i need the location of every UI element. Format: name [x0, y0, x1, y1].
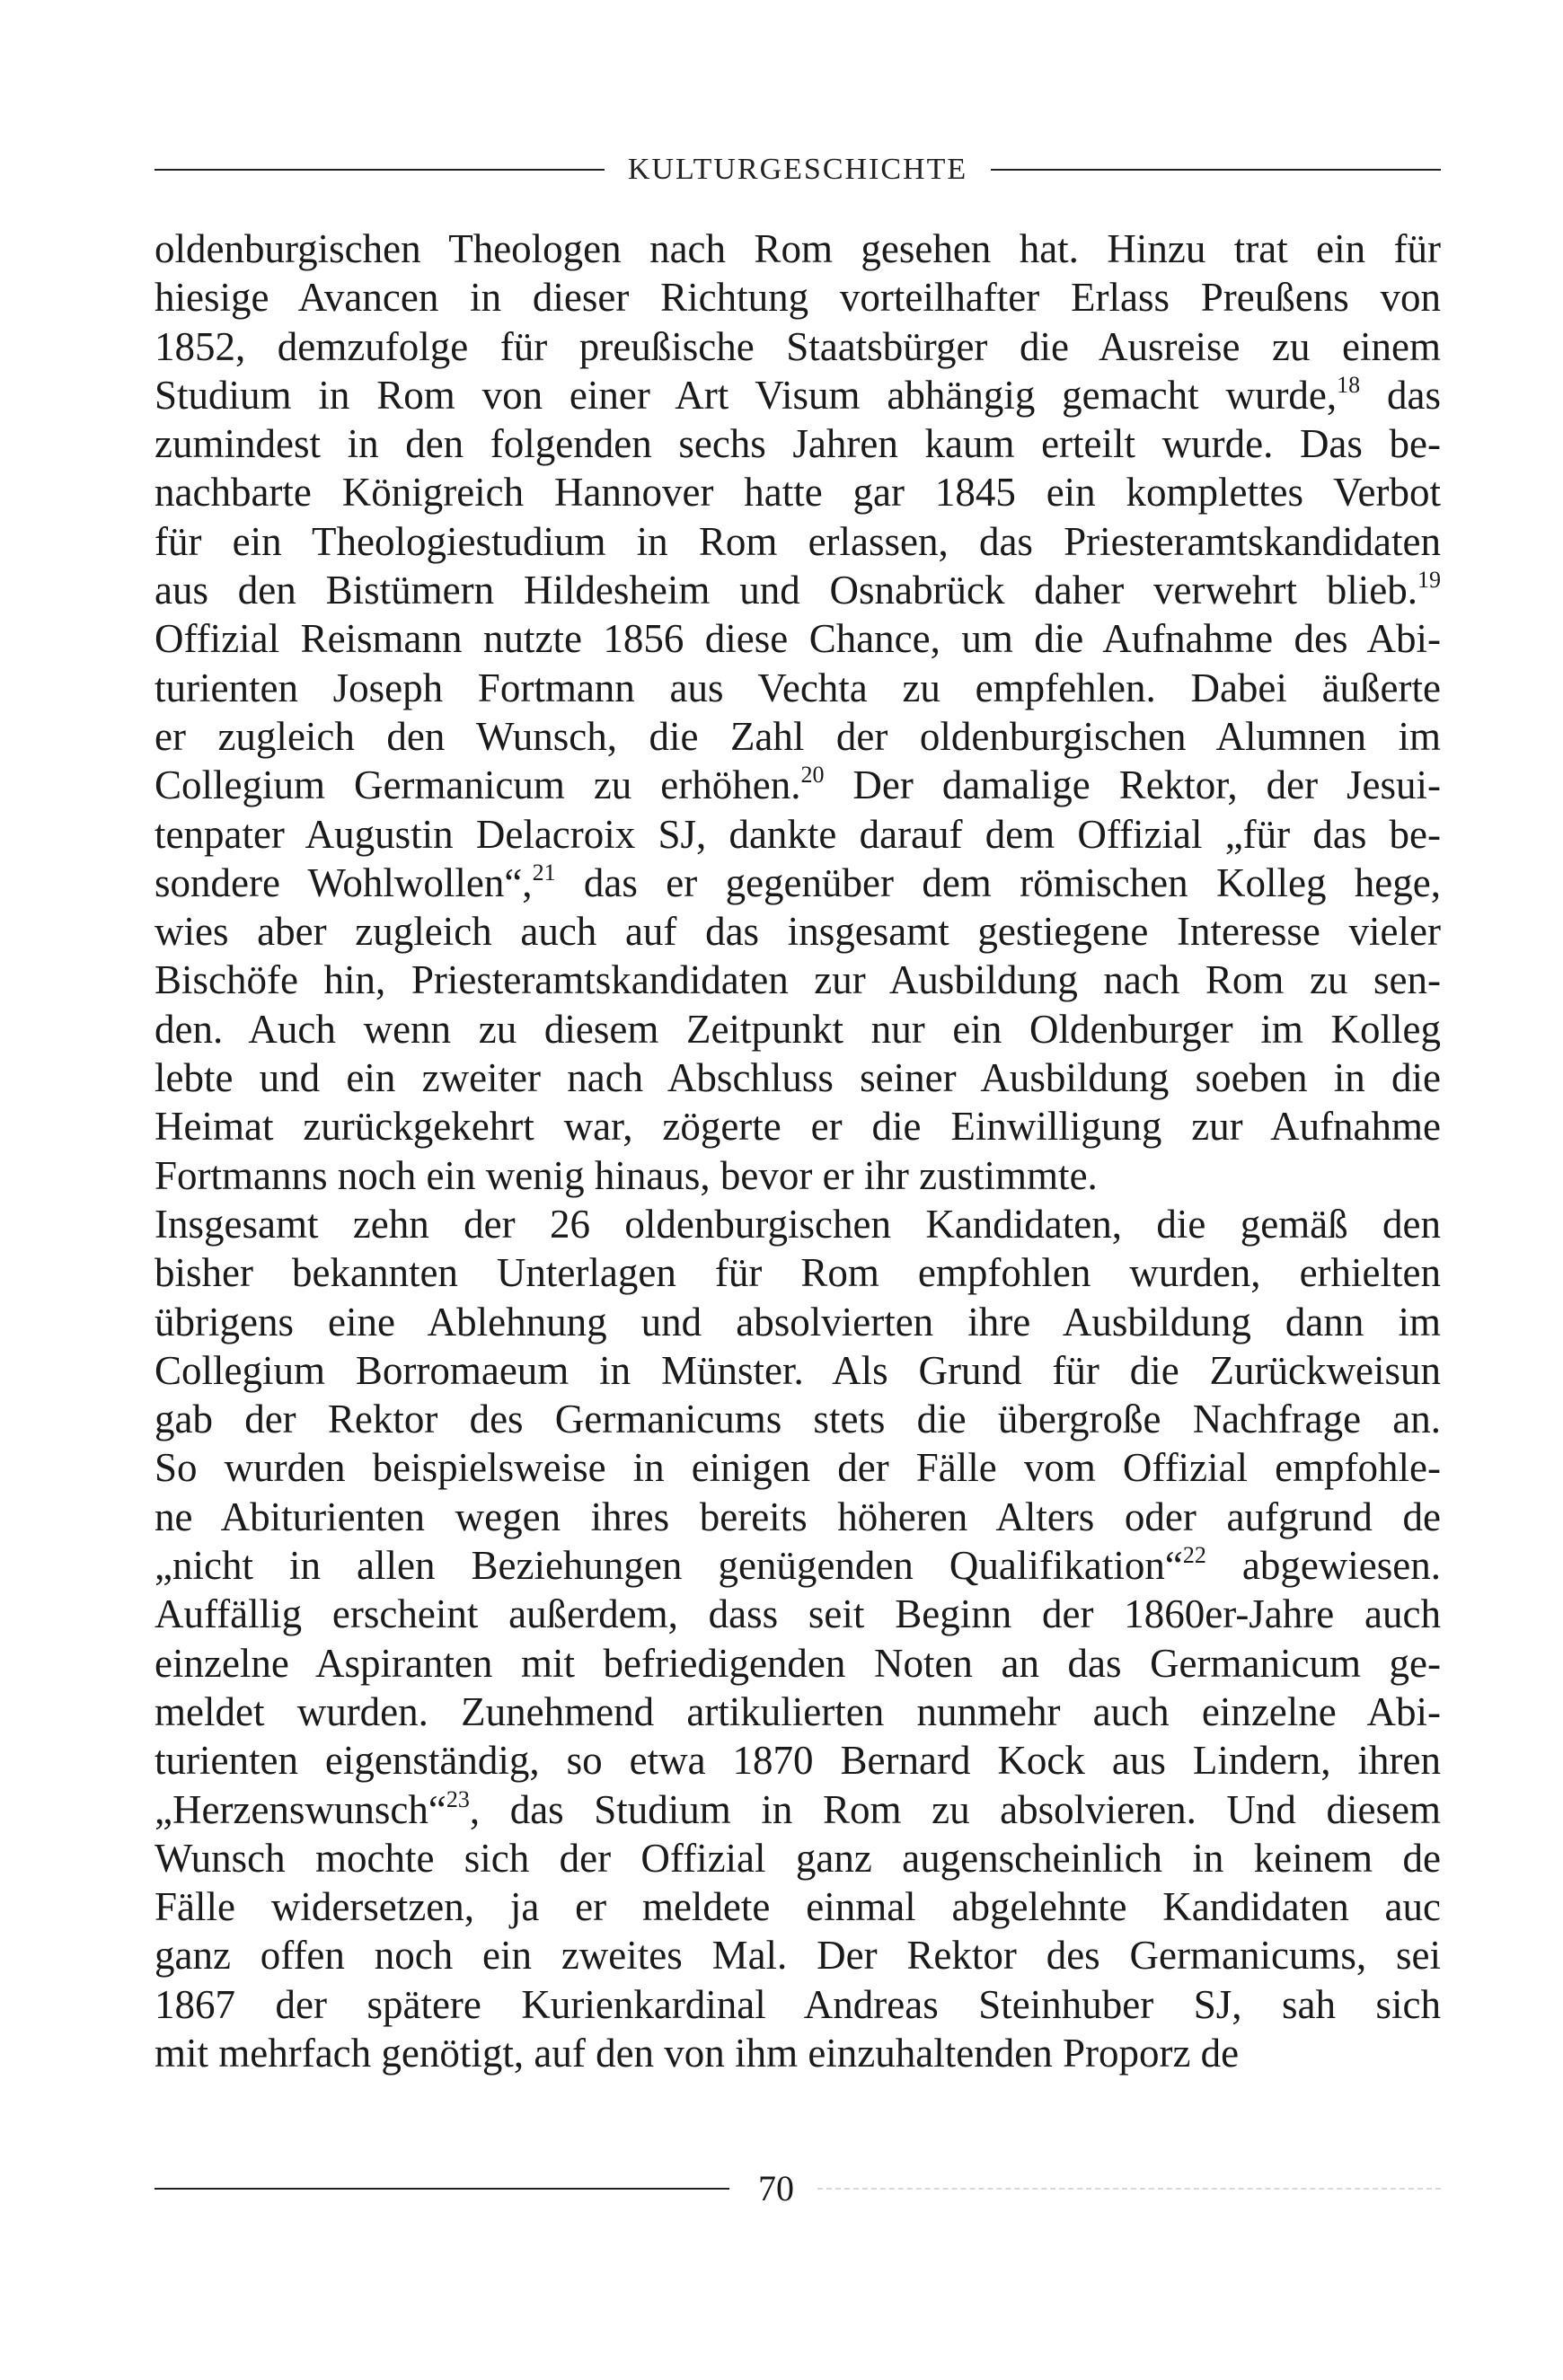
text-segment: Heimat zurückgekehrt war, zögerte er die Einwilligung zur Aufnahme	[155, 1104, 1441, 1150]
text-segment: sondere Wohlwollen“,	[155, 859, 533, 905]
text-line	[155, 1688, 1441, 1736]
text-line	[155, 1298, 1441, 1346]
text-line	[155, 273, 1441, 322]
text-line	[155, 614, 1441, 663]
text-segment: ne Abiturienten wegen ihres bereits höheren Alters oder aufgrund de	[155, 1494, 1441, 1539]
text-line	[155, 371, 1441, 419]
text-segment: hiesige Avancen in dieser Richtung vorteilhafter Erlass Preußens von	[155, 275, 1441, 321]
footnote-ref: 21	[532, 859, 556, 886]
text-segment: das	[1360, 372, 1441, 418]
text-segment: turienten eigenständig, so etwa 1870 Bernard Kock aus Lindern, ihren	[155, 1738, 1441, 1784]
text-segment: 1852, demzufolge für preußische Staatsbürger die Ausreise zu einem	[155, 323, 1441, 369]
text-line	[155, 712, 1441, 761]
text-segment: „Herzenswunsch“	[155, 1786, 446, 1832]
body-text	[155, 225, 1441, 2077]
text-segment: lebte und ein zweiter nach Abschluss seiner Ausbildung soeben in die	[155, 1055, 1441, 1101]
text-line	[155, 907, 1441, 956]
text-segment: gab der Rektor des Germanicums stets die übergroße Nachfrage an.	[155, 1397, 1441, 1442]
text-segment: er zugleich den Wunsch, die Zahl der oldenburgischen Alumnen im	[155, 713, 1441, 759]
text-segment: Fälle widersetzen, ja er meldete einmal abgelehnte Kandidaten auc	[155, 1884, 1441, 1930]
text-line	[155, 1200, 1441, 1248]
page-number: 70	[758, 2168, 794, 2208]
text-line	[155, 1541, 1441, 1590]
text-segment: wies aber zugleich auch auf das insgesamt gestiegene Interesse vieler	[155, 909, 1441, 955]
text-line	[155, 810, 1441, 859]
text-line	[155, 1102, 1441, 1150]
text-segment: ganz offen noch ein zweites Mal. Der Rektor des Germanicums, sei	[155, 1933, 1441, 1979]
text-segment: mit mehrfach genötigt, auf den von ihm einzuhaltenden Proporz de	[155, 2030, 1240, 2076]
text-line	[155, 225, 1441, 273]
text-segment: einzelne Aspiranten mit befriedigenden Noten an das Germanicum ge-	[155, 1640, 1441, 1686]
text-line	[155, 1882, 1441, 1931]
text-line	[155, 1005, 1441, 1053]
footnote-ref: 22	[1182, 1542, 1206, 1569]
text-line	[155, 761, 1441, 809]
footnote-ref: 20	[800, 762, 825, 789]
text-line	[155, 2029, 1441, 2077]
text-segment: zumindest in den folgenden sechs Jahren kaum erteilt wurde. Das be-	[155, 421, 1441, 467]
text-segment: Insgesamt zehn der 26 oldenburgischen Kandidaten, die gemäß den	[155, 1201, 1441, 1247]
text-segment: nachbarte Königreich Hannover hatte gar 1845 ein komplettes Verbot	[155, 470, 1441, 516]
text-line	[155, 468, 1441, 516]
text-segment: das er gegenüber dem römischen Kolleg hege,	[555, 859, 1441, 905]
text-line	[155, 1443, 1441, 1492]
text-segment: Offizial Reismann nutzte 1856 diese Chance, um die Aufnahme des Abi-	[155, 616, 1441, 662]
text-segment: So wurden beispielsweise in einigen der Fälle vom Offizial empfohle-	[155, 1445, 1441, 1491]
text-line	[155, 1053, 1441, 1102]
footnote-ref: 23	[446, 1785, 470, 1812]
text-segment: „nicht in allen Beziehungen genügenden Qualifikation“	[155, 1543, 1183, 1589]
text-segment: 1867 der spätere Kurienkardinal Andreas Steinhuber SJ, sah sich	[155, 1981, 1441, 2027]
text-segment: für ein Theologiestudium in Rom erlassen, das Priesteramtskandidaten	[155, 518, 1441, 564]
text-line	[155, 1639, 1441, 1688]
text-segment: Auffällig erscheint außerdem, dass seit Beginn der 1860er-Jahre auch	[155, 1591, 1441, 1637]
text-segment: übrigens eine Ablehnung und absolvierten ihre Ausbildung dann im	[155, 1299, 1441, 1344]
text-line	[155, 1931, 1441, 1979]
text-segment: meldet wurden. Zunehmend artikulierten nunmehr auch einzelne Abi-	[155, 1688, 1441, 1734]
text-line	[155, 419, 1441, 468]
text-line	[155, 1346, 1441, 1395]
text-segment: Der damalige Rektor, der Jesui-	[824, 762, 1441, 808]
text-line	[155, 1493, 1441, 1541]
text-segment: bisher bekannten Unterlagen für Rom empfohlen wurden, erhielten	[155, 1250, 1441, 1296]
header-rule-right	[991, 169, 1441, 171]
text-line	[155, 859, 1441, 907]
text-line	[155, 517, 1441, 566]
text-line	[155, 1834, 1441, 1882]
text-segment: aus den Bistümern Hildesheim und Osnabrück daher verwehrt blieb.	[155, 568, 1417, 613]
text-line	[155, 322, 1441, 371]
text-segment: Fortmanns noch ein wenig hinaus, bevor er ihr zustimmte.	[155, 1152, 1098, 1198]
text-line	[155, 1785, 1441, 1834]
running-header	[155, 154, 1441, 185]
header-title: KULTURGESCHICHTE	[627, 153, 968, 186]
text-line	[155, 1248, 1441, 1297]
text-line	[155, 1736, 1441, 1785]
footer-rule	[155, 2188, 729, 2190]
text-line	[155, 566, 1441, 614]
text-segment: oldenburgischen Theologen nach Rom gesehen hat. Hinzu trat ein für	[155, 226, 1441, 271]
text-segment: abgewiesen.	[1205, 1543, 1441, 1589]
text-segment: Bischöfe hin, Priesteramtskandidaten zur Ausbildung nach Rom zu sen-	[155, 957, 1441, 1003]
text-segment: Collegium Borromaeum in Münster. Als Grund für die Zurückweisun	[155, 1347, 1441, 1393]
text-segment: Wunsch mochte sich der Offizial ganz augenscheinlich in keinem de	[155, 1835, 1441, 1881]
footnote-ref: 18	[1337, 371, 1361, 398]
header-rule-left	[155, 169, 605, 171]
text-line	[155, 1151, 1441, 1200]
footer-rule-faint	[817, 2188, 1441, 2190]
footnote-ref: 19	[1417, 567, 1441, 594]
text-segment: Studium in Rom von einer Art Visum abhängig gemacht wurde,	[155, 372, 1338, 418]
text-segment: , das Studium in Rom zu absolvieren. Und diesem	[469, 1786, 1441, 1832]
page-footer	[155, 2168, 1441, 2208]
text-segment: tenpater Augustin Delacroix SJ, dankte darauf dem Offizial „für das be-	[155, 811, 1441, 857]
text-line	[155, 664, 1441, 712]
text-segment: Collegium Germanicum zu erhöhen.	[155, 762, 801, 808]
text-line	[155, 1980, 1441, 2029]
text-line	[155, 1395, 1441, 1443]
text-line	[155, 956, 1441, 1004]
text-segment: den. Auch wenn zu diesem Zeitpunkt nur ein Oldenburger im Kolleg	[155, 1006, 1441, 1052]
text-line	[155, 1590, 1441, 1638]
text-segment: turienten Joseph Fortmann aus Vechta zu empfehlen. Dabei äußerte	[155, 665, 1441, 710]
